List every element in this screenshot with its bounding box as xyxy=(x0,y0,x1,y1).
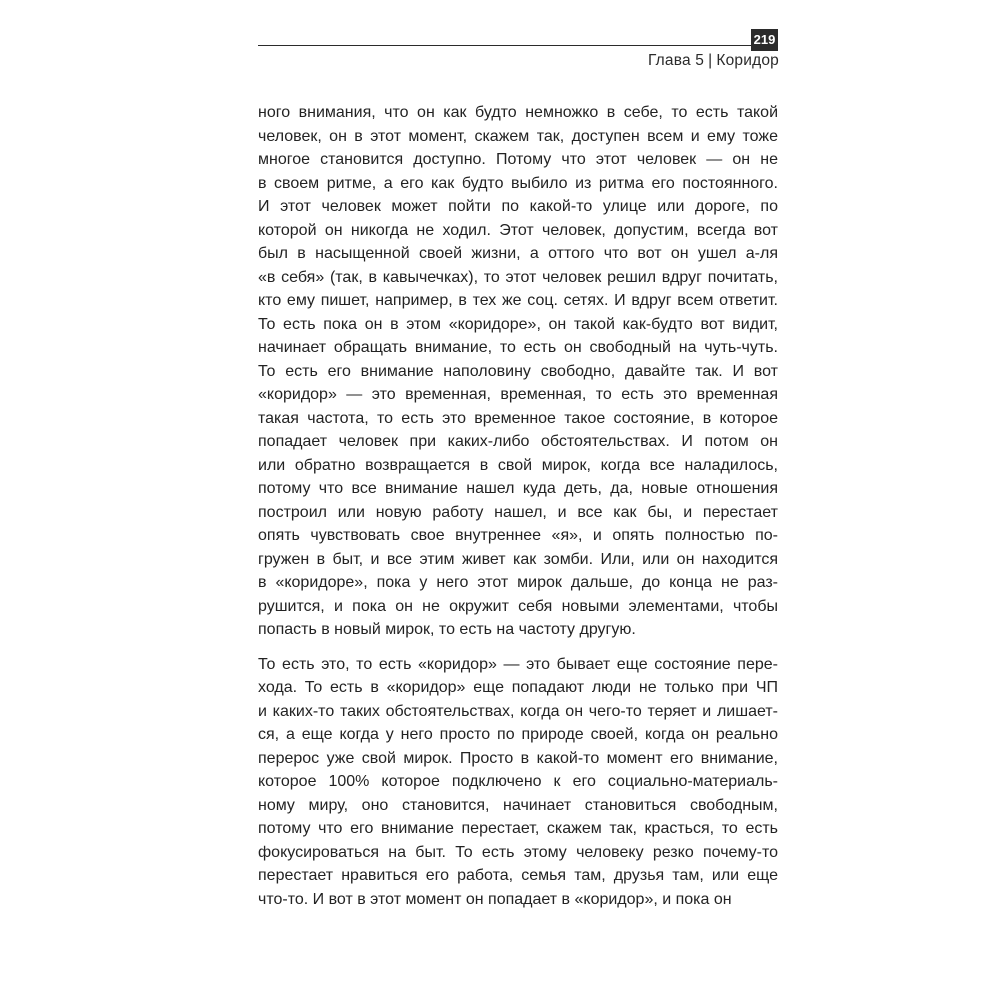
text-line: и каких-то таких обстоятельствах, когда он чего-то теряет и лишает- xyxy=(258,702,778,720)
text-line: что-то. И вот в этот момент он попадает в «коридор», и пока он xyxy=(258,890,732,908)
text-line: человек, он в этот момент, скажем так, доступен всем и ему тоже xyxy=(258,127,778,145)
text-line: в «коридоре», пока у него этот мирок дальше, до конца не раз- xyxy=(258,574,778,591)
header-rule xyxy=(258,45,778,46)
chapter-label: Глава 5 xyxy=(647,52,705,69)
text-line: многое становится доступно. Потому что этот человек — он не xyxy=(258,151,778,168)
text-line: перестает нравиться его работа, семья там, друзья там, или еще xyxy=(258,867,778,884)
text-line: хода. То есть в «коридор» еще попадают люди не только при ЧП xyxy=(258,679,778,696)
text-line: потому что все внимание нашел куда деть, да, новые отношения xyxy=(258,480,778,497)
section-title: Коридор xyxy=(716,52,779,69)
text-line: или обратно возвращается в свой мирок, когда все наладилось, xyxy=(258,456,778,474)
text-line: То есть его внимание наполовину свободно, давайте так. И вот xyxy=(258,362,778,380)
text-line: То есть это, то есть «коридор» — это бывает еще состояние пере- xyxy=(258,655,778,673)
text-line: которое 100% которое подключено к его социально-материаль- xyxy=(258,773,778,790)
running-head-separator: | xyxy=(708,52,713,69)
body-text xyxy=(258,101,778,911)
text-line: попадает человек при каких-либо обстоятельствах. И потом он xyxy=(258,433,778,450)
text-line: начинает обращать внимание, то есть он свободный на чуть-чуть. xyxy=(258,339,778,356)
text-line: «коридор» — это временная, временная, то есть это временная xyxy=(258,386,778,403)
text-line: гружен в быт, и все этим живет как зомби. Или, или он находится xyxy=(258,550,778,568)
text-line: ся, а еще когда у него просто по природе своей, когда он реально xyxy=(258,726,778,743)
text-line: «в себя» (так, в кавычечках), то этот человек решил вдруг почитать, xyxy=(258,268,778,286)
text-line: попасть в новый мирок, то есть на частоту другую. xyxy=(258,621,636,638)
paragraph-2 xyxy=(258,653,778,912)
text-line: И этот человек может пойти по какой-то улице или дороге, по xyxy=(258,198,778,215)
text-line: был в насыщенной своей жизни, а оттого что вот он ушел а-ля xyxy=(258,245,778,262)
text-line: которой он никогда не ходил. Этот человек, допустим, всегда вот xyxy=(258,221,778,239)
paragraph-1 xyxy=(258,101,778,642)
page-number: 219 xyxy=(751,29,778,51)
text-line: такая частота, то есть это временное такое состояние, в которое xyxy=(258,409,778,427)
text-line: рушится, и пока он не окружит себя новыми элементами, чтобы xyxy=(258,597,778,615)
running-head xyxy=(648,50,779,72)
text-line: потому что его внимание перестает, скажем так, красться, то есть xyxy=(258,820,778,837)
text-line: То есть пока он в этом «коридоре», он такой как-будто вот видит, xyxy=(258,315,778,333)
text-line: ного внимания, что он как будто немножко в себе, то есть такой xyxy=(258,104,778,121)
text-line: в своем ритме, а его как будто выбило из ритма его постоянного. xyxy=(258,174,778,192)
text-line: построил или новую работу нашел, и все как бы, и перестает xyxy=(258,503,778,521)
text-line: опять чувствовать свое внутреннее «я», и опять полностью по- xyxy=(258,527,778,544)
text-line: фокусироваться на быт. То есть этому человеку резко почему-то xyxy=(258,843,778,861)
text-line: кто ему пишет, например, в тех же соц. сетях. И вдруг всем ответит. xyxy=(258,292,778,309)
text-line: ному миру, оно становится, начинает становиться свободным, xyxy=(258,796,778,814)
text-line: перерос уже свой мирок. Просто в какой-то момент его внимание, xyxy=(258,749,778,767)
